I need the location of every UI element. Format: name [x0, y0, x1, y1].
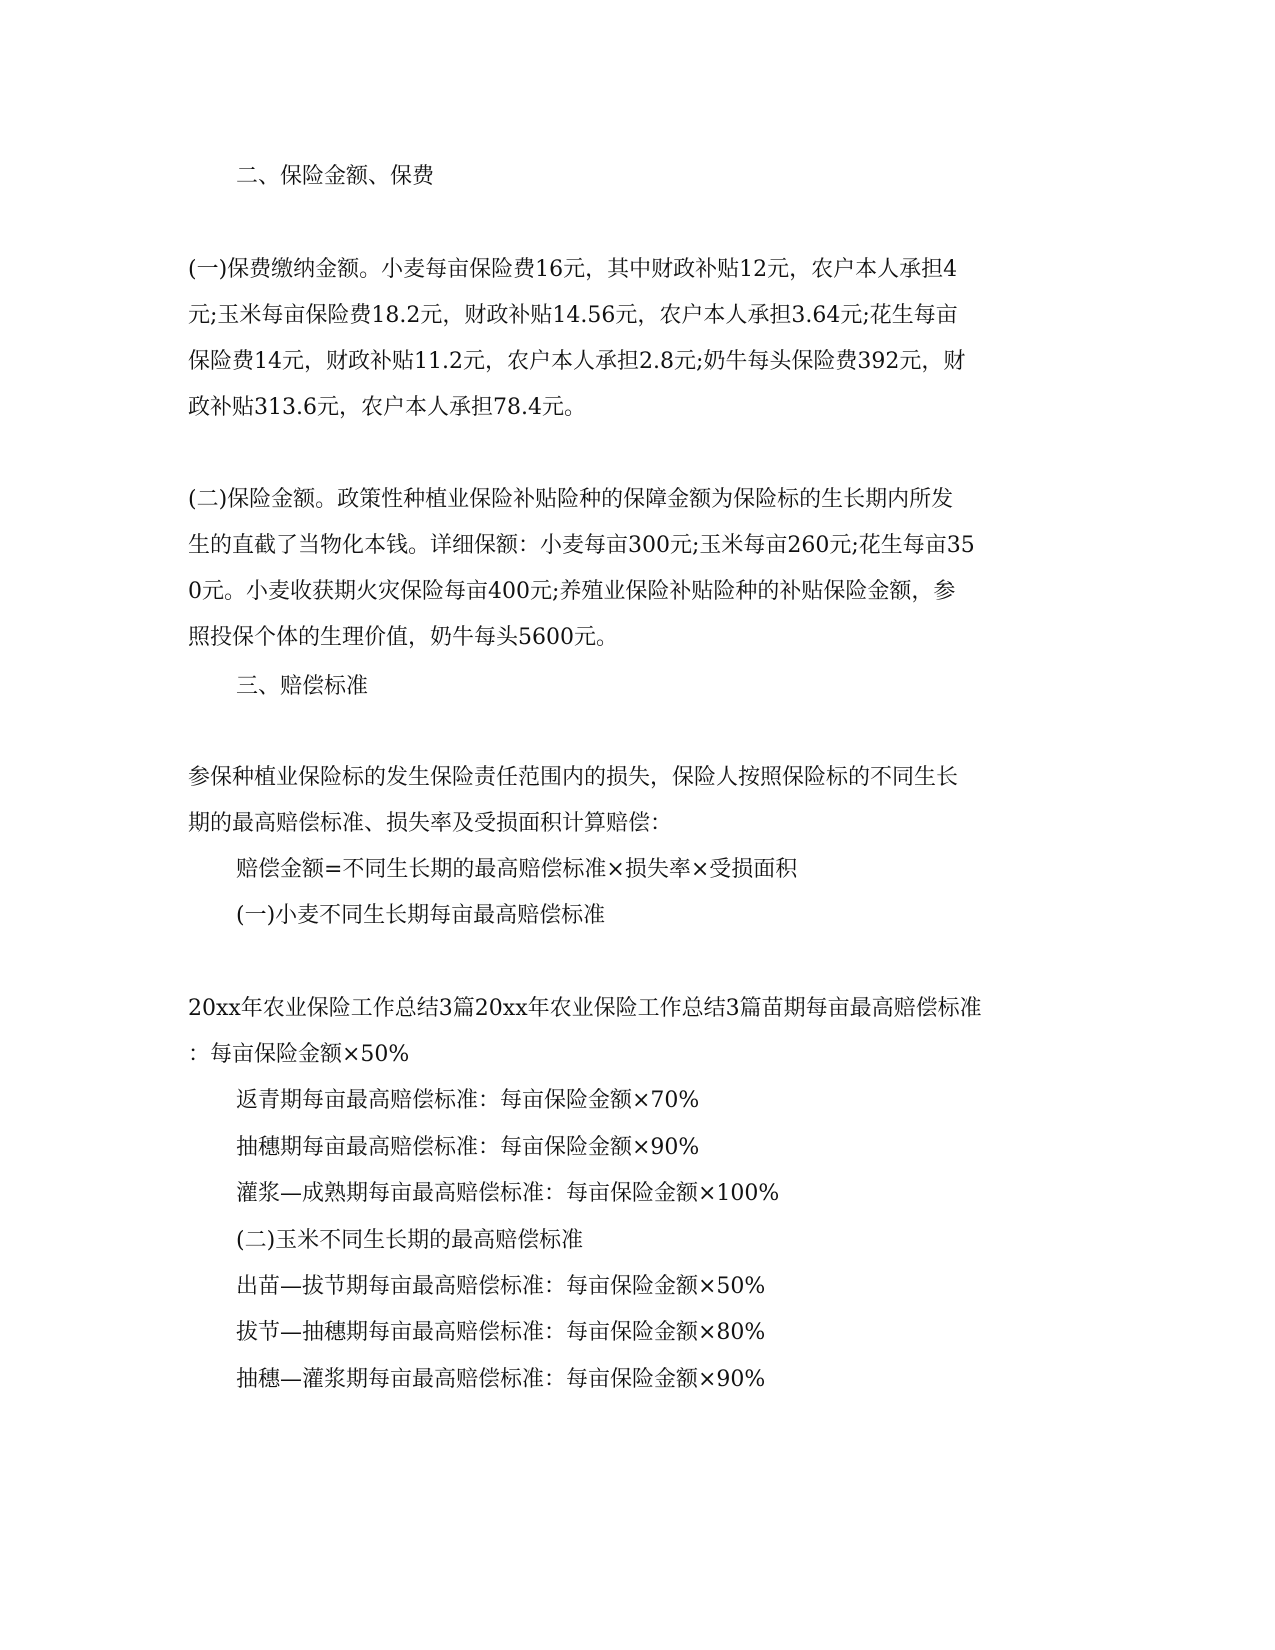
- section-heading-2: 二、保险金额、保费: [236, 164, 435, 189]
- wheat-item: 返青期每亩最高赔偿标准：每亩保险金额×70%: [236, 1088, 700, 1113]
- paragraph-line: 期的最高赔偿标准、损失率及受损面积计算赔偿：: [188, 811, 673, 836]
- paragraph-line: 元;玉米每亩保险费18.2元，财政补贴14.56元，农户本人承担3.64元;花生每亩: [188, 303, 958, 328]
- paragraph-line: 政补贴313.6元，农户本人承担78.4元。: [188, 395, 586, 420]
- corn-heading: (二)玉米不同生长期的最高赔偿标准: [236, 1228, 584, 1253]
- paragraph-line: (一)保费缴纳金额。小麦每亩保险费16元，其中财政补贴12元，农户本人承担4: [188, 257, 958, 282]
- paragraph-line: 照投保个体的生理价值，奶牛每头5600元。: [188, 625, 618, 650]
- paragraph-line: 参保种植业保险标的发生保险责任范围内的损失，保险人按照保险标的不同生长: [188, 765, 959, 790]
- paragraph-line: 保险费14元，财政补贴11.2元，农户本人承担2.8元;奶牛每头保险费392元，财: [188, 349, 966, 374]
- paragraph-line: 20xx年农业保险工作总结3篇20xx年农业保险工作总结3篇苗期每亩最高赔偿标准: [188, 996, 982, 1021]
- formula-line: 赔偿金额=不同生长期的最高赔偿标准×损失率×受损面积: [236, 857, 798, 882]
- corn-item: 出苗—拔节期每亩最高赔偿标准：每亩保险金额×50%: [236, 1274, 766, 1299]
- paragraph-line: 生的直截了当物化本钱。详细保额：小麦每亩300元;玉米每亩260元;花生每亩35: [188, 533, 975, 558]
- wheat-heading: (一)小麦不同生长期每亩最高赔偿标准: [236, 903, 606, 928]
- paragraph-line: (二)保险金额。政策性种植业保险补贴险种的保障金额为保险标的生长期内所发: [188, 487, 954, 512]
- wheat-item: 灌浆—成熟期每亩最高赔偿标准：每亩保险金额×100%: [236, 1181, 780, 1206]
- section-heading-3: 三、赔偿标准: [236, 674, 369, 699]
- paragraph-line: ：每亩保险金额×50%: [188, 1042, 410, 1067]
- corn-item: 拔节—抽穗期每亩最高赔偿标准：每亩保险金额×80%: [236, 1320, 766, 1345]
- corn-item: 抽穗—灌浆期每亩最高赔偿标准：每亩保险金额×90%: [236, 1367, 766, 1392]
- wheat-item: 抽穗期每亩最高赔偿标准：每亩保险金额×90%: [236, 1135, 700, 1160]
- paragraph-line: 0元。小麦收获期火灾保险每亩400元;养殖业保险补贴险种的补贴保险金额，参: [188, 579, 956, 604]
